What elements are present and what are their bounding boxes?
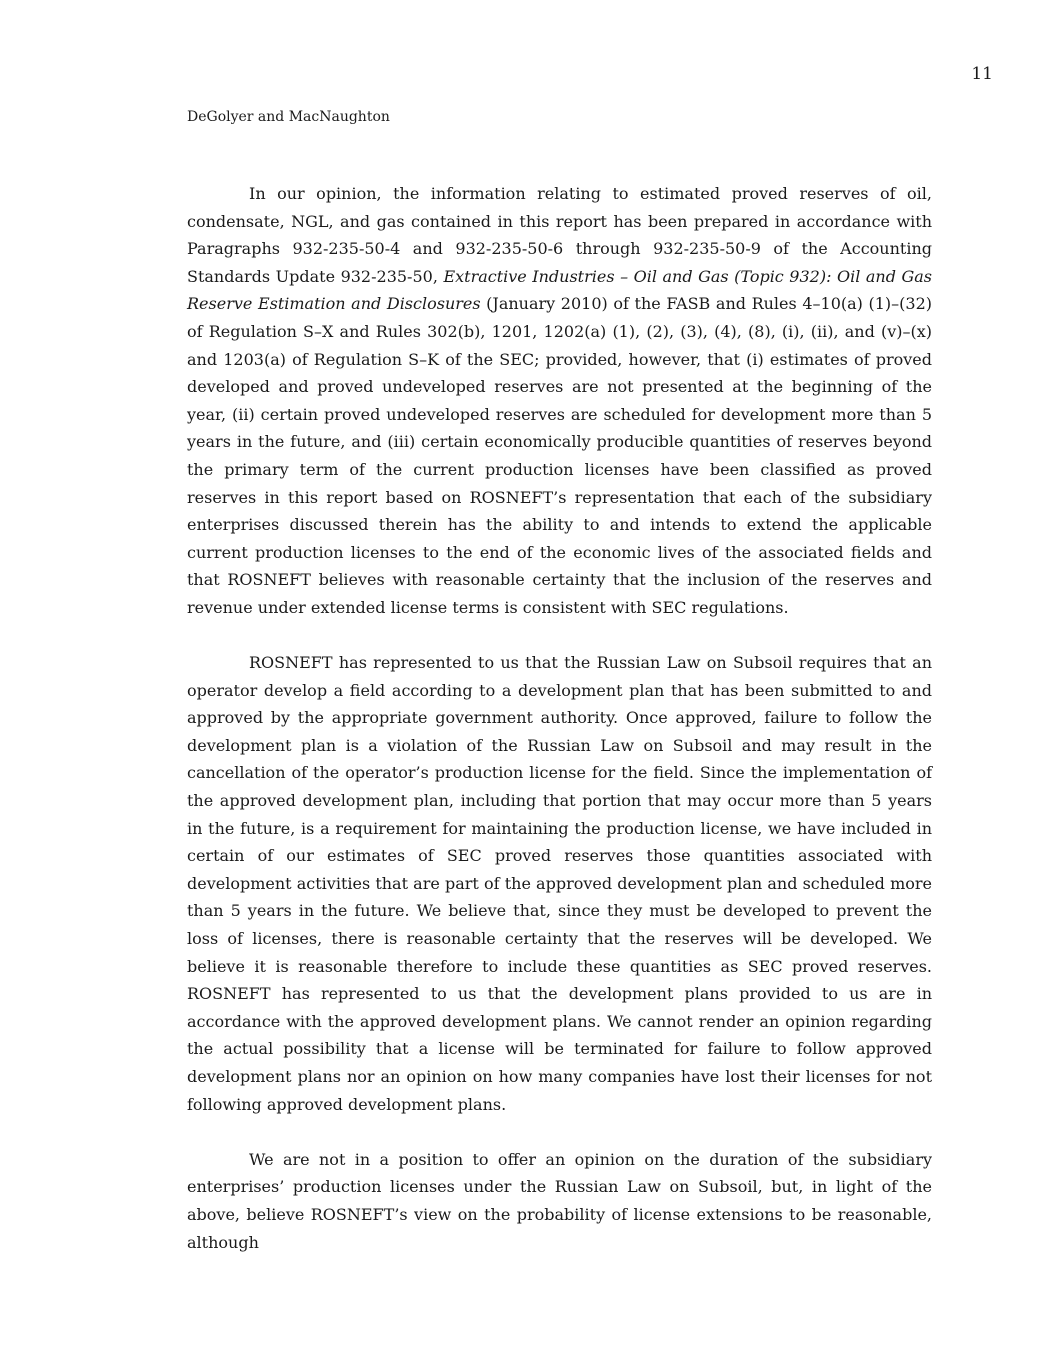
page-number: 11	[971, 64, 993, 84]
paragraph-opinion	[187, 180, 932, 622]
standard-title-italic: Extractive Industries – Oil and Gas (Topic 932): Oil and Gas Reserve Estimation and Disclosures	[187, 266, 932, 314]
paragraph-opinion-text-b: (January 2010) of the FASB and Rules 4–10(a) (1)–(32) of Regulation S–X and Rules 302(b), 1201, 1202(a) (1), (2), (3), (4), (8), (i), (ii), and (v)–(x) and 1203(a) of Regulation S–K of the SEC; provided, however, that (i) estimates of proved developed and proved undeveloped reserves are not presented at the beginning of the year, (ii) certain proved undeveloped reserves are scheduled for development more than 5 years in the future, and (iii) certain economically producible quantities of reserves beyond the primary term of the current production licenses have been classified as proved reserves in this report based on ROSNEFT’s representation that each of the subsidiary enterprises discussed therein has the ability to and intends to extend the applicable current production licenses to the end of the economic lives of the associated fields and that ROSNEFT believes with reasonable certainty that the inclusion of the reserves and revenue under extended license terms is consistent with SEC regulations.	[187, 294, 932, 617]
paragraph-subsoil-law: ROSNEFT has represented to us that the Russian Law on Subsoil requires that an operator develop a field according to a development plan that has been submitted to and approved by the appropriate government authority. Once approved, failure to follow the development plan is a violation of the Russian Law on Subsoil and may result in the cancellation of the operator’s production license for the field. Since the implementation of the approved development plan, including that portion that may occur more than 5 years in the future, is a requirement for maintaining the production license, we have included in certain of our estimates of SEC proved reserves those quantities associated with development activities that are part of the approved development plan and scheduled more than 5 years in the future. We believe that, since they must be developed to prevent the loss of licenses, there is reasonable certainty that the reserves will be developed. We believe it is reasonable therefore to include these quantities as SEC proved reserves. ROSNEFT has represented to us that the development plans provided to us are in accordance with the approved development plans. We cannot render an opinion regarding the actual possibility that a license will be terminated for failure to follow approved development plans nor an opinion on how many companies have lost their licenses for not following approved development plans.	[187, 653, 932, 1114]
paragraph-opinion-text-a: In our opinion, the information relating to estimated proved reserves of oil, condensate, NGL, and gas contained in this report has been prepared in accordance with Paragraphs 932-235-50-4 and 932-235-50-6 through 932-235-50-9 of the Accounting Standards Update 932-235-50,	[187, 184, 932, 286]
firm-name-header: DeGolyer and MacNaughton	[187, 109, 390, 125]
letter-body	[187, 180, 932, 1284]
paragraph-license-duration: We are not in a position to offer an opinion on the duration of the subsidiary enterprises’ production licenses under the Russian Law on Subsoil, but, in light of the above, believe ROSNEFT’s view on the probability of license extensions to be reasonable, although	[187, 1149, 932, 1252]
